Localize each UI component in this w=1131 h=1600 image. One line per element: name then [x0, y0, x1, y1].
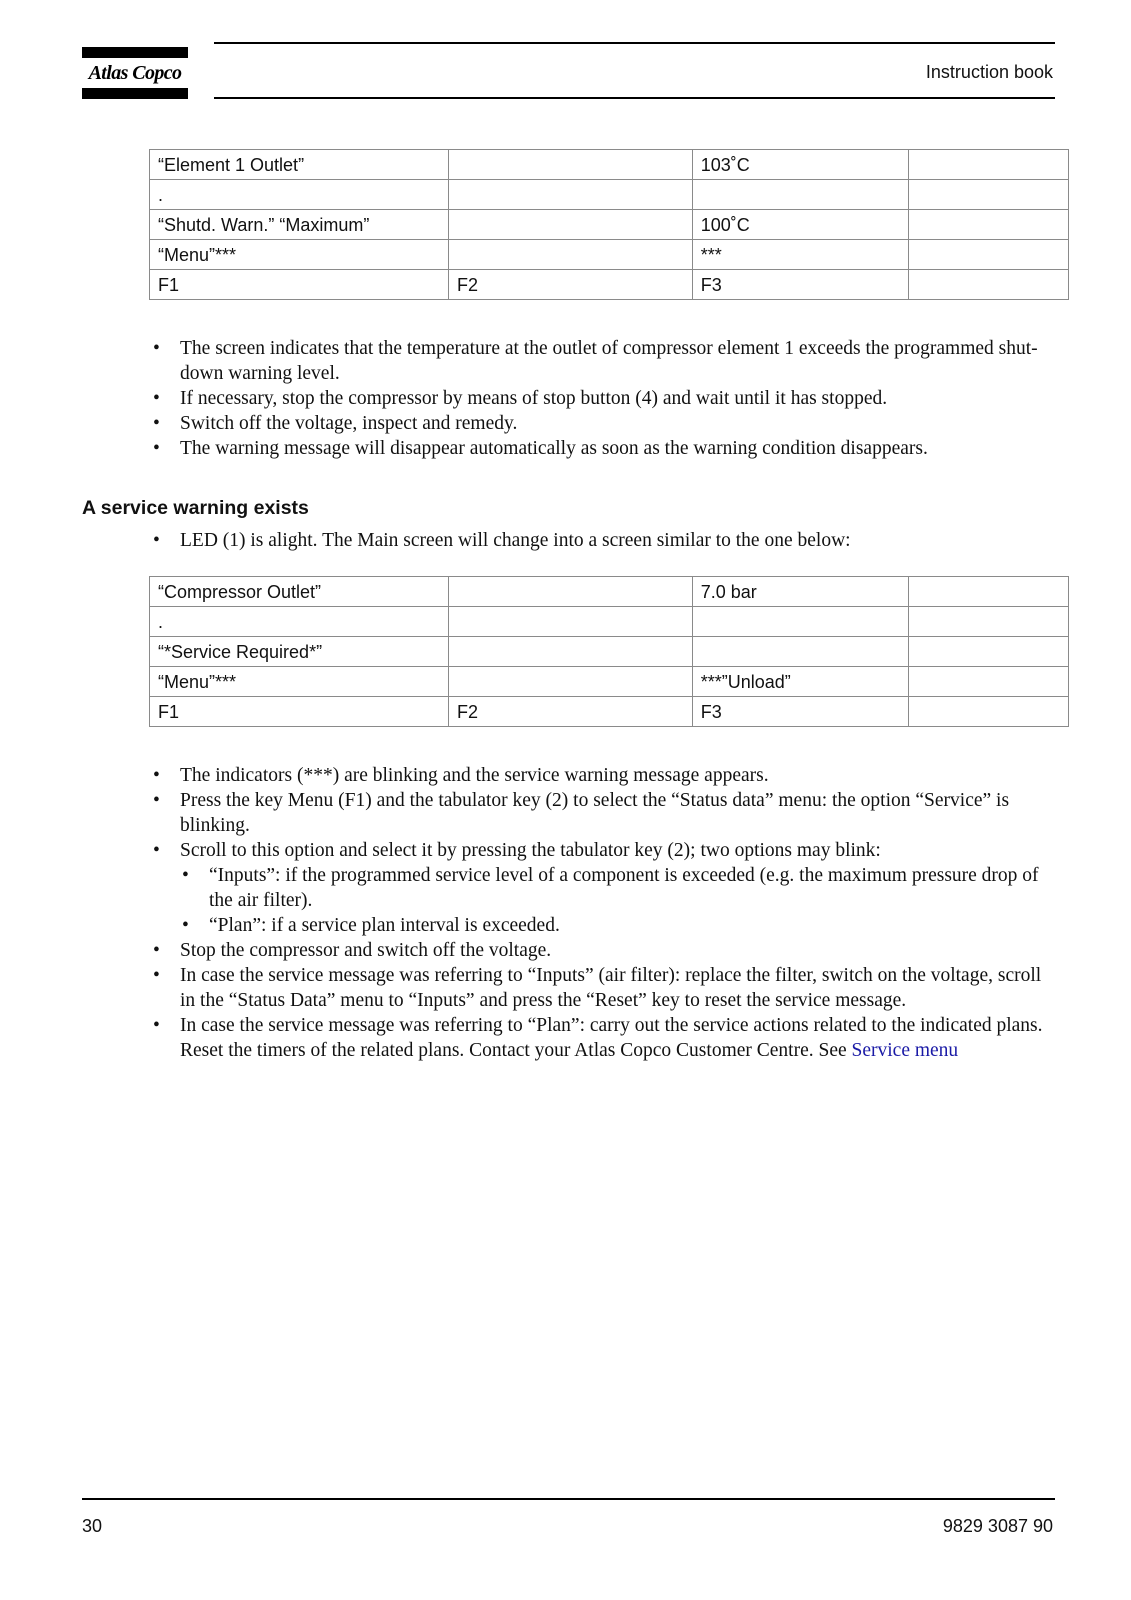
bullet: •	[153, 840, 160, 861]
table-row	[150, 210, 1069, 240]
display-table-service-required	[149, 576, 1069, 727]
table-cell: 103˚C	[692, 150, 909, 180]
list-item	[153, 763, 1055, 788]
list-item-text: In case the service message was referring to “Plan”: carry out the service actions related to the indicated plans. Reset the timers of the related plans. Contact your Atlas Copco Customer Centre. See	[180, 1015, 1043, 1061]
list-item-text: Stop the compressor and switch off the voltage.	[180, 940, 552, 961]
list-item-text: LED (1) is alight. The Main screen will change into a screen similar to the one below:	[180, 530, 851, 551]
list-item-text: Switch off the voltage, inspect and remedy.	[180, 413, 518, 434]
table-cell	[692, 607, 909, 637]
list-item	[153, 386, 1055, 411]
list-item	[182, 913, 1055, 938]
table-cell	[448, 577, 692, 607]
table-row	[150, 240, 1069, 270]
bullet: •	[153, 940, 160, 961]
table-cell: ***	[692, 240, 909, 270]
table-row	[150, 667, 1069, 697]
table-cell: F3	[692, 697, 909, 727]
list-item	[153, 838, 1055, 938]
table-cell	[448, 637, 692, 667]
table-cell: .	[150, 607, 449, 637]
list-item	[153, 963, 1055, 1013]
table-cell: ***”Unload”	[692, 667, 909, 697]
logo-bar-bottom	[82, 88, 188, 99]
table-cell: “Menu”***	[150, 667, 449, 697]
bullet: •	[153, 438, 160, 459]
table-cell	[909, 637, 1069, 667]
bullet: •	[182, 865, 189, 886]
table-row	[150, 637, 1069, 667]
list-item	[153, 788, 1055, 838]
list-item-text: The indicators (***) are blinking and the service warning message appears.	[180, 765, 769, 786]
list-item-text: The screen indicates that the temperature at the outlet of compressor element 1 exceeds the programmed shut-down warning level.	[180, 338, 1038, 384]
service-warning-instructions	[153, 763, 1055, 1063]
table-cell: F1	[150, 697, 449, 727]
table-cell	[909, 240, 1069, 270]
table-cell	[448, 150, 692, 180]
bullet: •	[153, 388, 160, 409]
section-heading: A service warning exists	[82, 497, 309, 519]
header-rule-bottom	[214, 97, 1055, 99]
table-cell: F1	[150, 270, 449, 300]
bullet: •	[153, 413, 160, 434]
table-row	[150, 150, 1069, 180]
table-cell	[909, 180, 1069, 210]
table-row	[150, 607, 1069, 637]
list-item	[153, 1013, 1055, 1063]
table-cell	[909, 577, 1069, 607]
logo-wordmark: Atlas Copco	[88, 62, 182, 84]
table-cell	[692, 180, 909, 210]
table-cell	[448, 240, 692, 270]
list-item	[153, 938, 1055, 963]
list-item	[153, 436, 1055, 461]
header-title: Instruction book	[925, 62, 1053, 82]
bullet: •	[153, 790, 160, 811]
table-cell	[448, 180, 692, 210]
table-cell	[909, 210, 1069, 240]
bullet: •	[153, 1015, 160, 1036]
list-item	[153, 528, 1055, 553]
bullet: •	[153, 338, 160, 359]
table-cell	[909, 667, 1069, 697]
table-row	[150, 180, 1069, 210]
shutdown-warning-instructions	[153, 336, 1055, 461]
table-cell: “*Service Required*”	[150, 637, 449, 667]
table-cell: F2	[448, 697, 692, 727]
table-cell: “Shutd. Warn.” “Maximum”	[150, 210, 449, 240]
display-table-shutdown-warning	[149, 149, 1069, 300]
bullet: •	[153, 965, 160, 986]
list-item-text: Press the key Menu (F1) and the tabulator key (2) to select the “Status data” menu: the option “Service” is blinking.	[180, 790, 1010, 836]
list-item	[153, 336, 1055, 386]
page-number: 30	[82, 1516, 103, 1536]
bullet: •	[153, 530, 160, 551]
service-warning-intro	[153, 528, 1055, 553]
sub-list	[180, 863, 1055, 938]
header-rule-top	[214, 42, 1055, 44]
table-cell: “Compressor Outlet”	[150, 577, 449, 607]
table-cell: “Menu”***	[150, 240, 449, 270]
table-cell	[909, 150, 1069, 180]
service-menu-link[interactable]: Service menu	[851, 1040, 959, 1061]
footer-rule	[82, 1498, 1055, 1500]
logo-bar-top	[82, 47, 188, 58]
table-cell: 100˚C	[692, 210, 909, 240]
table-cell	[909, 607, 1069, 637]
table-cell	[909, 270, 1069, 300]
list-item-text: Scroll to this option and select it by pressing the tabulator key (2); two options may blink:	[180, 840, 881, 861]
table-cell: “Element 1 Outlet”	[150, 150, 449, 180]
bullet: •	[153, 765, 160, 786]
list-item-text: The warning message will disappear automatically as soon as the warning condition disappears.	[180, 438, 928, 459]
table-cell	[448, 667, 692, 697]
table-row	[150, 697, 1069, 727]
table-row	[150, 270, 1069, 300]
list-item-text: If necessary, stop the compressor by means of stop button (4) and wait until it has stopped.	[180, 388, 888, 409]
list-item-text: “Inputs”: if the programmed service level of a component is exceeded (e.g. the maximum pressure drop of the air filter).	[209, 865, 1039, 911]
table-cell	[692, 637, 909, 667]
table-cell	[448, 607, 692, 637]
list-item	[182, 863, 1055, 913]
bullet: •	[182, 915, 189, 936]
document-number: 9829 3087 90	[942, 1516, 1053, 1536]
list-item-text: In case the service message was referring to “Inputs” (air filter): replace the filter, switch on the voltage, scroll in the “Status Data” menu to “Inputs” and press the “Reset” key to reset the service message.	[180, 965, 1042, 1011]
atlas-copco-logo	[82, 47, 188, 99]
table-cell: .	[150, 180, 449, 210]
table-cell: F2	[448, 270, 692, 300]
table-cell	[909, 697, 1069, 727]
list-item	[153, 411, 1055, 436]
list-item-text: “Plan”: if a service plan interval is exceeded.	[209, 915, 560, 936]
table-cell: F3	[692, 270, 909, 300]
table-row	[150, 577, 1069, 607]
table-cell	[448, 210, 692, 240]
table-cell: 7.0 bar	[692, 577, 909, 607]
